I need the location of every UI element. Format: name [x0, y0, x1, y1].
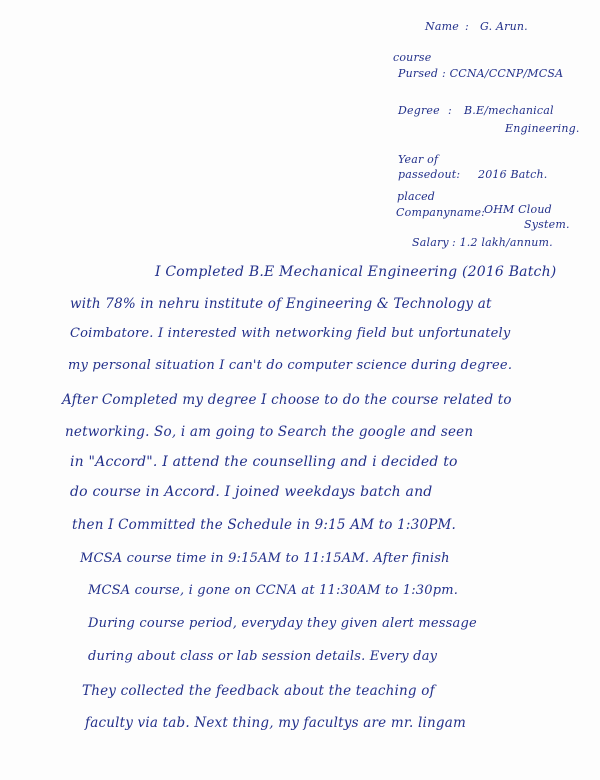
year-label-line2: passedout: [398, 168, 461, 181]
body-line-11: MCSA course, i gone on CCNA at 11:30AM to 1:30pm. [88, 583, 459, 598]
degree-label: Degree [398, 104, 440, 117]
body-line-9: then I Committed the Schedule in 9:15 AM to 1:30PM. [72, 517, 457, 533]
body-line-5: After Completed my degree I choose to do the course related to [62, 392, 512, 408]
degree-value-line1: B.E/mechanical [464, 104, 554, 117]
course-value: : CCNA/CCNP/MCSA [442, 67, 564, 80]
company-value-line2: System. [524, 218, 570, 231]
degree-colon: : [448, 104, 452, 117]
body-line-15: faculty via tab. Next thing, my facultys are mr. lingam [85, 715, 466, 731]
company-value-line1: OHM Cloud [484, 203, 552, 216]
degree-value-line2: Engineering. [505, 122, 580, 135]
body-line-1: I Completed B.E Mechanical Engineering (2016 Batch) [155, 264, 557, 280]
name-label: Name [425, 20, 459, 33]
body-line-6: networking. So, i am going to Search the google and seen [65, 424, 474, 440]
body-line-7: in "Accord". I attend the counselling and i decided to [70, 454, 458, 470]
body-line-10: MCSA course time in 9:15AM to 11:15AM. After finish [80, 551, 450, 566]
body-line-13: during about class or lab session details. Every day [88, 649, 438, 664]
body-line-2: with 78% in nehru institute of Engineering & Technology at [70, 296, 492, 312]
placed-label-line2: Companyname: [396, 206, 486, 219]
year-value: 2016 Batch. [478, 168, 548, 181]
name-value: G. Arun. [480, 20, 528, 33]
course-label-line1: course [393, 51, 432, 64]
course-label-line2: Pursed [398, 67, 439, 80]
body-line-4: my personal situation I can't do computer science during degree. [68, 358, 513, 373]
body-line-14: They collected the feedback about the teaching of [82, 683, 435, 699]
body-line-8: do course in Accord. I joined weekdays batch and [70, 484, 433, 500]
placed-label-line1: placed [397, 190, 436, 203]
body-line-12: During course period, everyday they given alert message [88, 616, 477, 631]
salary-label: Salary [412, 236, 449, 249]
salary-value: : 1.2 lakh/annum. [452, 236, 553, 249]
body-line-3: Coimbatore. I interested with networking field but unfortunately [70, 326, 511, 341]
name-colon: : [465, 20, 469, 33]
year-label-line1: Year of [398, 153, 439, 166]
